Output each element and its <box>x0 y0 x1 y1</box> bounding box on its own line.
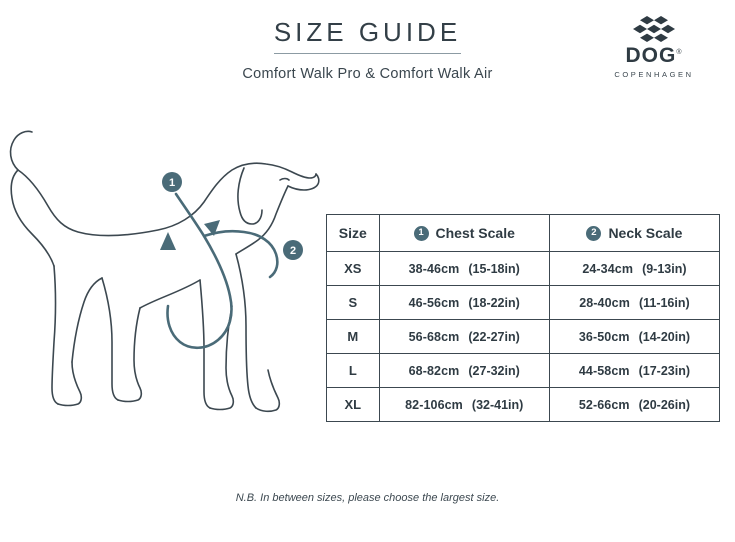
cell-neck-in: (9-13in) <box>642 261 687 276</box>
size-table-wrapper <box>326 214 720 422</box>
cell-neck <box>549 388 719 422</box>
chest-badge-icon: 1 <box>414 226 429 241</box>
cell-neck-cm: 24-34cm <box>582 261 634 276</box>
dog-illustration <box>8 120 328 450</box>
cell-chest-cm: 56-68cm <box>408 329 460 344</box>
table-body <box>327 252 720 422</box>
cell-chest <box>379 252 549 286</box>
size-table <box>326 214 720 422</box>
cell-chest <box>379 388 549 422</box>
cell-chest-in: (15-18in) <box>468 261 520 276</box>
cell-chest-in: (27-32in) <box>468 363 520 378</box>
table-header <box>327 215 720 252</box>
cell-neck-cm: 44-58cm <box>578 363 630 378</box>
dog-copenhagen-mark-icon <box>599 16 709 42</box>
cell-chest-cm: 46-56cm <box>408 295 460 310</box>
brand-logo <box>599 16 709 79</box>
neck-marker-group <box>283 240 303 260</box>
table-header-row <box>327 215 720 252</box>
neck-badge-icon: 2 <box>586 226 601 241</box>
cell-neck <box>549 354 719 388</box>
chest-marker-group <box>162 172 182 192</box>
cell-neck-cm: 28-40cm <box>579 295 630 310</box>
cell-chest-in: (22-27in) <box>468 329 520 344</box>
cell-neck-cm: 52-66cm <box>578 397 630 412</box>
header-chest-scale <box>379 215 549 252</box>
cell-size: L <box>327 354 380 388</box>
cell-neck-in: (14-20in) <box>638 329 690 344</box>
registered-mark: ® <box>676 49 683 56</box>
cell-neck <box>549 286 719 320</box>
table-row <box>327 388 720 422</box>
cell-neck <box>549 320 719 354</box>
cell-neck-in: (20-26in) <box>638 397 690 412</box>
cell-size: M <box>327 320 380 354</box>
table-row <box>327 354 720 388</box>
cell-chest-cm: 68-82cm <box>408 363 460 378</box>
page-title: SIZE GUIDE <box>274 18 461 54</box>
table-row <box>327 252 720 286</box>
header-neck-scale <box>549 215 719 252</box>
header-size: Size <box>327 215 380 252</box>
cell-size: XS <box>327 252 380 286</box>
cell-size: S <box>327 286 380 320</box>
cell-neck <box>549 252 719 286</box>
footnote: N.B. In between sizes, please choose the largest size. <box>235 492 500 504</box>
cell-chest <box>379 286 549 320</box>
brand-name-text: DOG <box>625 44 677 67</box>
cell-size: XL <box>327 388 380 422</box>
cell-chest <box>379 354 549 388</box>
cell-chest-in: (32-41in) <box>471 397 524 412</box>
header-chest-label: Chest Scale <box>435 225 515 241</box>
cell-chest-cm: 82-106cm <box>405 397 463 412</box>
table-row <box>327 286 720 320</box>
cell-chest-cm: 38-46cm <box>408 261 460 276</box>
brand-name <box>625 44 682 68</box>
cell-chest <box>379 320 549 354</box>
cell-neck-cm: 36-50cm <box>578 329 630 344</box>
cell-neck-in: (11-16in) <box>638 295 690 310</box>
svg-text:2: 2 <box>289 245 297 257</box>
page-subtitle: Comfort Walk Pro & Comfort Walk Air <box>242 65 493 82</box>
cell-chest-in: (18-22in) <box>468 295 520 310</box>
cell-neck-in: (17-23in) <box>638 363 690 378</box>
header-neck-label: Neck Scale <box>608 225 683 241</box>
svg-text:1: 1 <box>168 177 176 189</box>
brand-subtitle: COPENHAGEN <box>614 70 694 79</box>
table-row <box>327 320 720 354</box>
